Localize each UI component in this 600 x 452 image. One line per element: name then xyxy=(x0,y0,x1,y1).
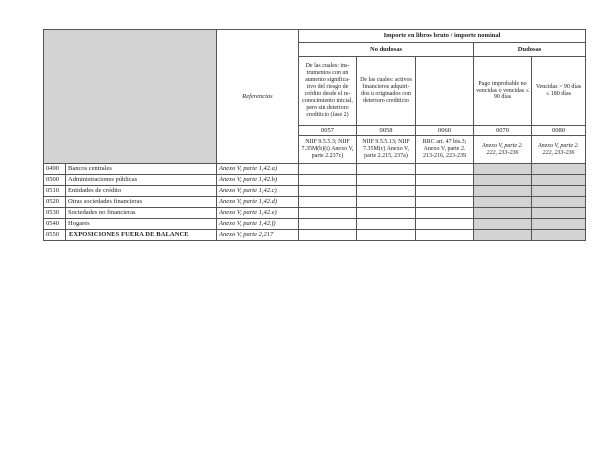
no-dudosas-header: No dudosas xyxy=(299,43,474,57)
cell-0057 xyxy=(299,175,357,186)
table-row xyxy=(44,164,586,175)
col-desc-0058: De las cuales: activos financieros adquiri-dos u originados con deterioro crediticio xyxy=(357,57,416,126)
cell-0057 xyxy=(299,197,357,208)
row-code: 0510 xyxy=(44,186,66,197)
table-row xyxy=(44,197,586,208)
row-ref: Anexo V, parte 2,217 xyxy=(217,230,299,241)
cell-0080 xyxy=(532,208,586,219)
col-code-0070: 0070 xyxy=(474,126,532,136)
cell-0058 xyxy=(357,175,416,186)
cell-0080 xyxy=(532,197,586,208)
row-code: 0500 xyxy=(44,175,66,186)
cell-0058 xyxy=(357,219,416,230)
row-label: Hogares xyxy=(66,219,217,230)
cell-0080 xyxy=(532,186,586,197)
row-code: 0490 xyxy=(44,164,66,175)
cell-0070 xyxy=(474,219,532,230)
cell-0070 xyxy=(474,208,532,219)
row-code: 0540 xyxy=(44,219,66,230)
col-desc-0070: Pago improbable no vencidas o vencidas ≤ 90 días xyxy=(474,57,532,126)
cell-0060 xyxy=(416,175,474,186)
cell-0058 xyxy=(357,197,416,208)
row-label: Administraciones públicas xyxy=(66,175,217,186)
col-ref-0057: NIIF 9.5.5.3; NIIF 7.35M(b)(i) Anexo V, parte 2.237c) xyxy=(299,136,357,164)
cell-0057 xyxy=(299,186,357,197)
col-ref-0070: Anexo V, parte 2. 222, 233-236 xyxy=(474,136,532,164)
cell-0060 xyxy=(416,230,474,241)
referencias-header: Referencias xyxy=(217,30,299,164)
col-code-0080: 0080 xyxy=(532,126,586,136)
table-row xyxy=(44,186,586,197)
col-code-0060: 0060 xyxy=(416,126,474,136)
row-label: Otras sociedades financieras xyxy=(66,197,217,208)
row-code: 0530 xyxy=(44,208,66,219)
col-code-0058: 0058 xyxy=(357,126,416,136)
row-ref: Anexo V, parte 1,42.c) xyxy=(217,186,299,197)
cell-0058 xyxy=(357,230,416,241)
row-code: 0550 xyxy=(44,230,66,241)
row-ref: Anexo V, parte 1,42.f) xyxy=(217,219,299,230)
cell-0058 xyxy=(357,208,416,219)
table-row xyxy=(44,230,586,241)
cell-0060 xyxy=(416,208,474,219)
cell-0080 xyxy=(532,164,586,175)
cell-0058 xyxy=(357,164,416,175)
header-blank xyxy=(44,30,217,164)
cell-0057 xyxy=(299,219,357,230)
row-ref: Anexo V, parte 1,42.d) xyxy=(217,197,299,208)
row-label: Entidades de crédito xyxy=(66,186,217,197)
cell-0057 xyxy=(299,164,357,175)
col-desc-0057: De las cuales: ins-trumentos con un aumento significa-tivo del riesgo de crédito desde el re-conocimiento inicial, pero sin deterioro crediticio (fase 2) xyxy=(299,57,357,126)
cell-0070 xyxy=(474,186,532,197)
cell-0080 xyxy=(532,219,586,230)
cell-0060 xyxy=(416,186,474,197)
col-ref-0058: NIIF 9.5.5.13; NIIF 7.35M(c) Anexo V, parte 2.215, 237a) xyxy=(357,136,416,164)
cell-0080 xyxy=(532,175,586,186)
cell-0058 xyxy=(357,186,416,197)
cell-0070 xyxy=(474,175,532,186)
col-ref-0060: RRC art. 47 bis.3; Anexo V, parte 2. 213-216, 223-239 xyxy=(416,136,474,164)
row-label: Sociedades no financieras xyxy=(66,208,217,219)
col-code-0057: 0057 xyxy=(299,126,357,136)
table-row xyxy=(44,175,586,186)
row-ref: Anexo V, parte 1,42.b) xyxy=(217,175,299,186)
row-ref: Anexo V, parte 1,42.e) xyxy=(217,208,299,219)
cell-0070 xyxy=(474,164,532,175)
cell-0080 xyxy=(532,230,586,241)
col-desc-0080: Vencidas > 90 días ≤ 180 días xyxy=(532,57,586,126)
col-desc-0060 xyxy=(416,57,474,126)
cell-0070 xyxy=(474,230,532,241)
col-ref-0080: Anexo V, parte 2. 222, 233-236 xyxy=(532,136,586,164)
cell-0060 xyxy=(416,197,474,208)
table-row xyxy=(44,208,586,219)
cell-0060 xyxy=(416,219,474,230)
dudosas-header: Dudosas xyxy=(474,43,586,57)
report-table xyxy=(43,29,586,241)
group-title: Importe en libros bruto / importe nominal xyxy=(299,30,586,43)
cell-0057 xyxy=(299,230,357,241)
row-ref: Anexo V, parte 1,42.a) xyxy=(217,164,299,175)
row-code: 0520 xyxy=(44,197,66,208)
row-label: Bancos centrales xyxy=(66,164,217,175)
cell-0070 xyxy=(474,197,532,208)
cell-0060 xyxy=(416,164,474,175)
cell-0057 xyxy=(299,208,357,219)
table-row xyxy=(44,219,586,230)
row-label: EXPOSICIONES FUERA DE BALANCE xyxy=(66,230,217,241)
